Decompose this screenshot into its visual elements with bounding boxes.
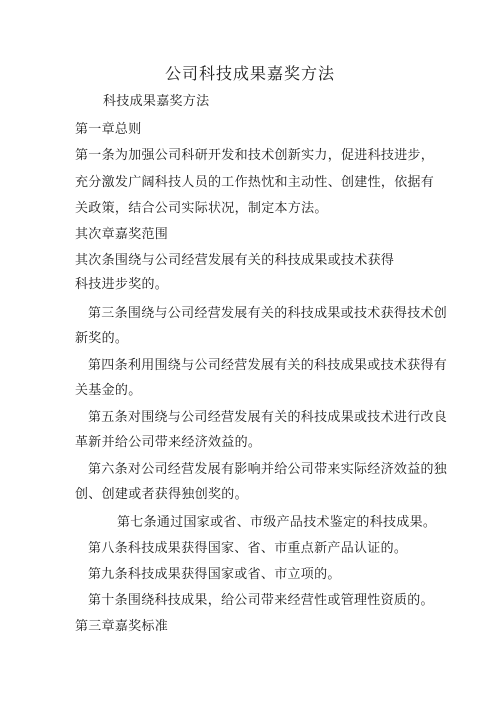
article-8: 第八条科技成果获得国家、省、市重点新产品认证的。 (88, 541, 408, 556)
chapter-2-heading: 其次章嘉奖范围 (75, 227, 169, 242)
article-5-line-2: 革新并给公司带来经济效益的。 (75, 435, 262, 450)
document-subtitle: 科技成果嘉奖方法 (103, 94, 210, 109)
chapter-1-heading: 第一章总则 (75, 122, 142, 137)
article-9: 第九条科技成果获得国家或省、市立项的。 (88, 567, 341, 582)
article-1-line-1: 第一条为加强公司科研开发和技术创新实力，促进科技进步， (75, 148, 435, 163)
article-1-line-3: 关政策，结合公司实际状况，制定本方法。 (75, 201, 328, 216)
article-6-line-1: 第六条对公司经营发展有影响并给公司带来实际经济效益的独 (88, 462, 448, 477)
article-2-line-1: 其次条围绕与公司经营发展有关的科技成果或技术获得 (75, 253, 395, 268)
article-7: 第七条通过国家或省、市级产品技术鉴定的科技成果。 (117, 515, 437, 530)
article-3-line-1: 第三条围绕与公司经营发展有关的科技成果或技术获得技术创 (88, 306, 448, 321)
article-5-line-1: 第五条对围绕与公司经营发展有关的科技成果或技术进行改良 (88, 410, 448, 425)
article-3-line-2: 新奖的。 (75, 331, 129, 346)
article-1-line-2: 充分激发广阔科技人员的工作热忱和主动性、创建性，依据有 (75, 175, 435, 190)
article-6-line-2: 创、创建或者获得独创奖的。 (75, 487, 248, 502)
chapter-3-heading: 第三章嘉奖标准 (75, 619, 169, 634)
article-2-line-2: 科技进步奖的。 (75, 277, 169, 292)
article-4-line-1: 第四条利用围绕与公司经营发展有关的科技成果或技术获得有 (88, 358, 448, 373)
article-4-line-2: 关基金的。 (75, 383, 142, 398)
document-title: 公司科技成果嘉奖方法 (164, 64, 335, 83)
article-10: 第十条围绕科技成果，给公司带来经营性或管理性资质的。 (88, 593, 434, 608)
